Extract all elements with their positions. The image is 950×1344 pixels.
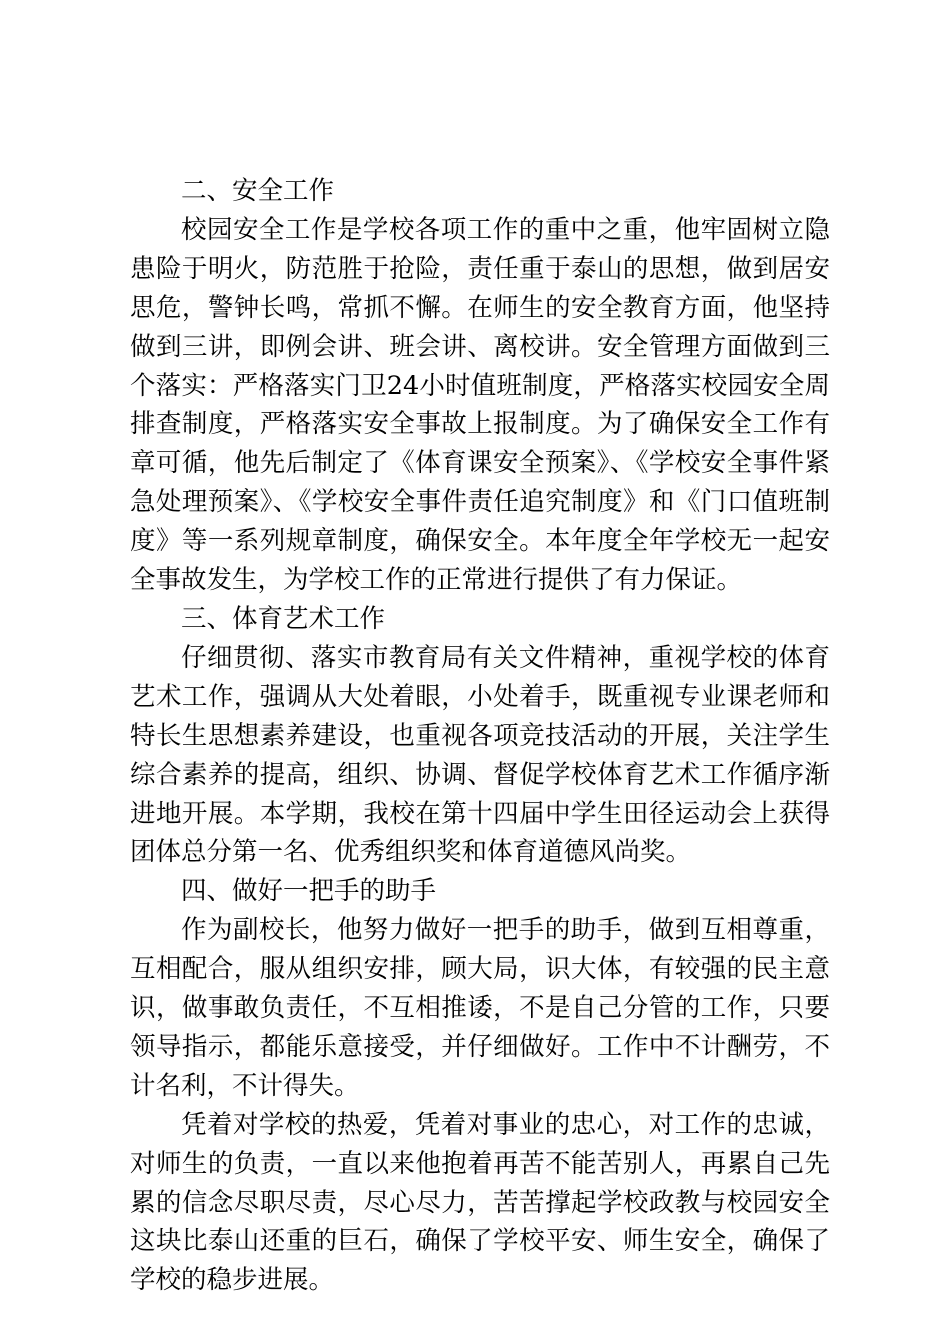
document-page [130, 172, 830, 1300]
paragraph-sports-arts: 仔细贯彻、落实市教育局有关文件精神，重视学校的体育艺术工作，强调从大处着眼，小处着手，既重视专业课老师和特长生思想素养建设，也重视各项竞技活动的开展，关注学生综合素养的提高，组织、协调、督促学校体育艺术工作循序渐进地开展。本学期，我校在第十四届中学生田径运动会上获得团体总分第一名、优秀组织奖和体育道德风尚奖。 [130, 642, 830, 868]
paragraph-assistant: 作为副校长，他努力做好一把手的助手，做到互相尊重，互相配合，服从组织安排，顾大局，识大体，有较强的民主意识，做事敢负责任，不互相推诿，不是自己分管的工作，只要领导指示，都能乐意接受，并仔细做好。工作中不计酬劳，不计名利，不计得失。 [130, 915, 830, 1101]
section-heading-sports-arts: 三、体育艺术工作 [181, 603, 386, 634]
paragraph-safety: 校园安全工作是学校各项工作的重中之重，他牢固树立隐患险于明火，防范胜于抢险，责任重于泰山的思想，做到居安思危，警钟长鸣，常抓不懈。在师生的安全教育方面，他坚持做到三讲，即例会讲、班会讲、离校讲。安全管理方面做到三个落实：严格落实门卫24小时值班制度，严格落实校园安全周排查制度，严格落实安全事故上报制度。为了确保安全工作有章可循，他先后制定了《体育课安全预案》、《学校安全事件紧急处理预案》、《学校安全事件责任追究制度》和《门口值班制度》等一系列规章制度，确保安全。本年度全年学校无一起安全事故发生，为学校工作的正常进行提供了有力保证。 [130, 214, 830, 596]
paragraph-conclusion: 凭着对学校的热爱，凭着对事业的忠心，对工作的忠诚，对师生的负责，一直以来他抱着再苦不能苦别人，再累自己先累的信念尽职尽责，尽心尽力，苦苦撑起学校政教与校园安全这块比泰山还重的巨石，确保了学校平安、师生安全，确保了学校的稳步进展。 [130, 1109, 830, 1296]
section-heading-safety: 二、安全工作 [181, 176, 335, 206]
section-heading-assistant: 四、做好一把手的助手 [181, 876, 437, 907]
